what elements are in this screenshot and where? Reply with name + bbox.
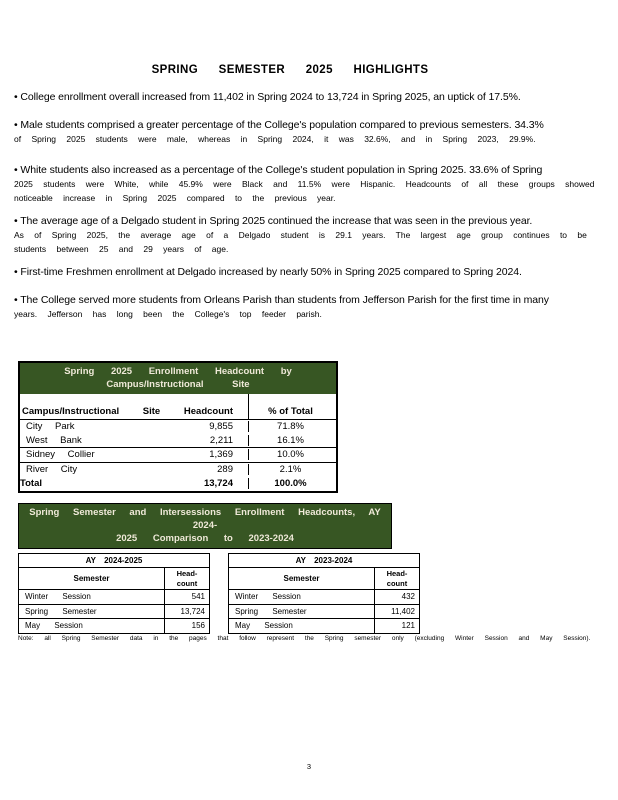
bullet-lead: Male students comprised a greater percentage of the College's population compared to previous semesters. 34.3%	[20, 119, 544, 131]
semester-headcount: 13,724	[164, 605, 209, 619]
bullet-lead: College enrollment overall increased from 11,402 in Spring 2024 to 13,724 in Spring 2025, an uptick of 17.5%.	[20, 91, 521, 103]
campus-pct: 10.0%	[248, 449, 332, 460]
total-headcount: 13,724	[203, 478, 233, 489]
semester-headcount: 11,402	[374, 605, 419, 619]
semester-headcount: 121	[374, 619, 419, 633]
ay-table-title: AY 2023-2024	[229, 554, 419, 568]
table-row-river-city	[20, 463, 336, 477]
bullet-marker: •	[14, 266, 18, 278]
total-label: Total	[20, 478, 42, 489]
semester-headcount: 156	[164, 619, 209, 633]
semester-name: May Session	[25, 621, 83, 631]
table-row-may-session	[19, 619, 209, 633]
campus-headcount: 1,369	[209, 449, 233, 461]
campus-name: City Park	[26, 421, 75, 433]
banner-line1: Spring 2025 Enrollment Headcount by	[64, 366, 292, 377]
column-header-left	[20, 394, 248, 419]
page-number: 3	[306, 762, 312, 771]
bullet-average-age	[14, 214, 604, 256]
campus-table-column-header-row	[20, 394, 336, 420]
bullet-lead: First-time Freshmen enrollment at Delgado increased by nearly 50% in Spring 2025 compared to Spring 2024.	[20, 266, 522, 278]
semester-name: Winter Session	[235, 592, 301, 602]
ay-table-body	[19, 590, 209, 633]
bullet-continuation: of Spring 2025 students were male, whereas in Spring 2024, it was 32.6%, and in Spring 2023, 29.9%.	[14, 134, 536, 144]
bullet-orleans-parish	[14, 293, 604, 321]
bullet-continuation: As of Spring 2025, the average age of a Delgado student is 29.1 years. The largest age group continues to be students between 25 and 29 years of age.	[14, 230, 587, 254]
col-header-headcount: Head- count	[374, 568, 419, 589]
ay-table-body	[229, 590, 419, 633]
bullet-continuation: years. Jefferson has long been the College's top feeder parish.	[14, 309, 322, 319]
bullet-freshmen	[14, 265, 604, 279]
col-header-semester: Semester	[283, 574, 320, 583]
ay-table-column-headers	[229, 568, 419, 590]
campus-table-header-banner	[20, 363, 336, 394]
table-row-city-park	[20, 420, 336, 434]
semester-name: Spring Semester	[25, 606, 97, 616]
campus-headcount: 9,855	[209, 421, 233, 433]
total-pct: 100.0%	[248, 478, 332, 489]
ay-table-title: AY 2024-2025	[19, 554, 209, 568]
bullet-lead: The average age of a Delgado student in Spring 2025 continued the increase that was seen in the previous year.	[20, 215, 533, 227]
table-row-total	[20, 476, 336, 491]
table-row-west-bank	[20, 434, 336, 449]
table-row-spring-semester	[19, 605, 209, 620]
campus-headcount: 2,211	[209, 434, 233, 446]
banner-line2: 2025 Comparison to 2023-2024	[116, 533, 294, 544]
bullet-continuation: 2025 students were White, while 45.9% were Black and 11.5% were Hispanic. Headcounts of all these groups showed noticeable increase in Spring 2025 compared to the previous year.	[14, 179, 595, 203]
col-header-headcount: Headcount	[183, 406, 233, 417]
bullet-marker: •	[14, 294, 18, 306]
banner-line1: Spring Semester and Intersessions Enrollment Headcounts, AY 2024-	[29, 507, 381, 531]
bullet-enrollment-overall	[14, 90, 604, 104]
campus-pct: 71.8%	[248, 421, 332, 432]
comparison-banner	[18, 503, 392, 549]
ay-2024-2025-table	[18, 553, 210, 634]
col-header-campus: Campus/Instructional	[22, 406, 120, 417]
semester-name: May Session	[235, 621, 293, 631]
semester-headcount: 541	[164, 590, 209, 604]
col-header-site: Site	[142, 406, 161, 417]
bullet-lead: The College served more students from Orleans Parish than students from Jefferson Parish for the first time in many	[20, 294, 549, 306]
col-header-pct: % of Total	[248, 394, 332, 419]
bullet-white-students	[14, 163, 604, 205]
col-header-headcount: Head- count	[164, 568, 209, 589]
campus-pct: 2.1%	[248, 464, 332, 475]
ay-table-column-headers	[19, 568, 209, 590]
campus-name: West Bank	[26, 434, 82, 446]
table-row-winter-session	[229, 590, 419, 605]
table-row-sidney-collier	[20, 448, 336, 463]
footnote: Note: all Spring Semester data in the pages that follow represent the Spring semester only (excluding Winter Session and May Session).	[18, 635, 591, 642]
campus-name: River City	[26, 463, 78, 475]
table-row-spring-semester	[229, 605, 419, 620]
semester-name: Spring Semester	[235, 606, 307, 616]
campus-pct: 16.1%	[248, 435, 332, 446]
bullet-marker: •	[14, 164, 18, 176]
col-header-semester: Semester	[73, 574, 110, 583]
bullet-marker: •	[14, 119, 18, 131]
table-row-winter-session	[19, 590, 209, 605]
banner-line2: Campus/Instructional Site	[106, 379, 250, 390]
page-title: SPRING SEMESTER 2025 HIGHLIGHTS	[151, 64, 429, 76]
campus-headcount: 289	[217, 463, 233, 475]
semester-name: Winter Session	[25, 592, 91, 602]
campus-name: Sidney Collier	[26, 449, 95, 461]
campus-headcount-table	[18, 361, 338, 493]
table-row-may-session	[229, 619, 419, 633]
bullet-male-students	[14, 118, 604, 146]
bullet-lead: White students also increased as a percentage of the College's student population in Spring 2025. 33.6% of Spring	[20, 164, 543, 176]
semester-headcount: 432	[374, 590, 419, 604]
ay-2023-2024-table	[228, 553, 420, 634]
bullet-marker: •	[14, 215, 18, 227]
bullet-marker: •	[14, 91, 18, 103]
